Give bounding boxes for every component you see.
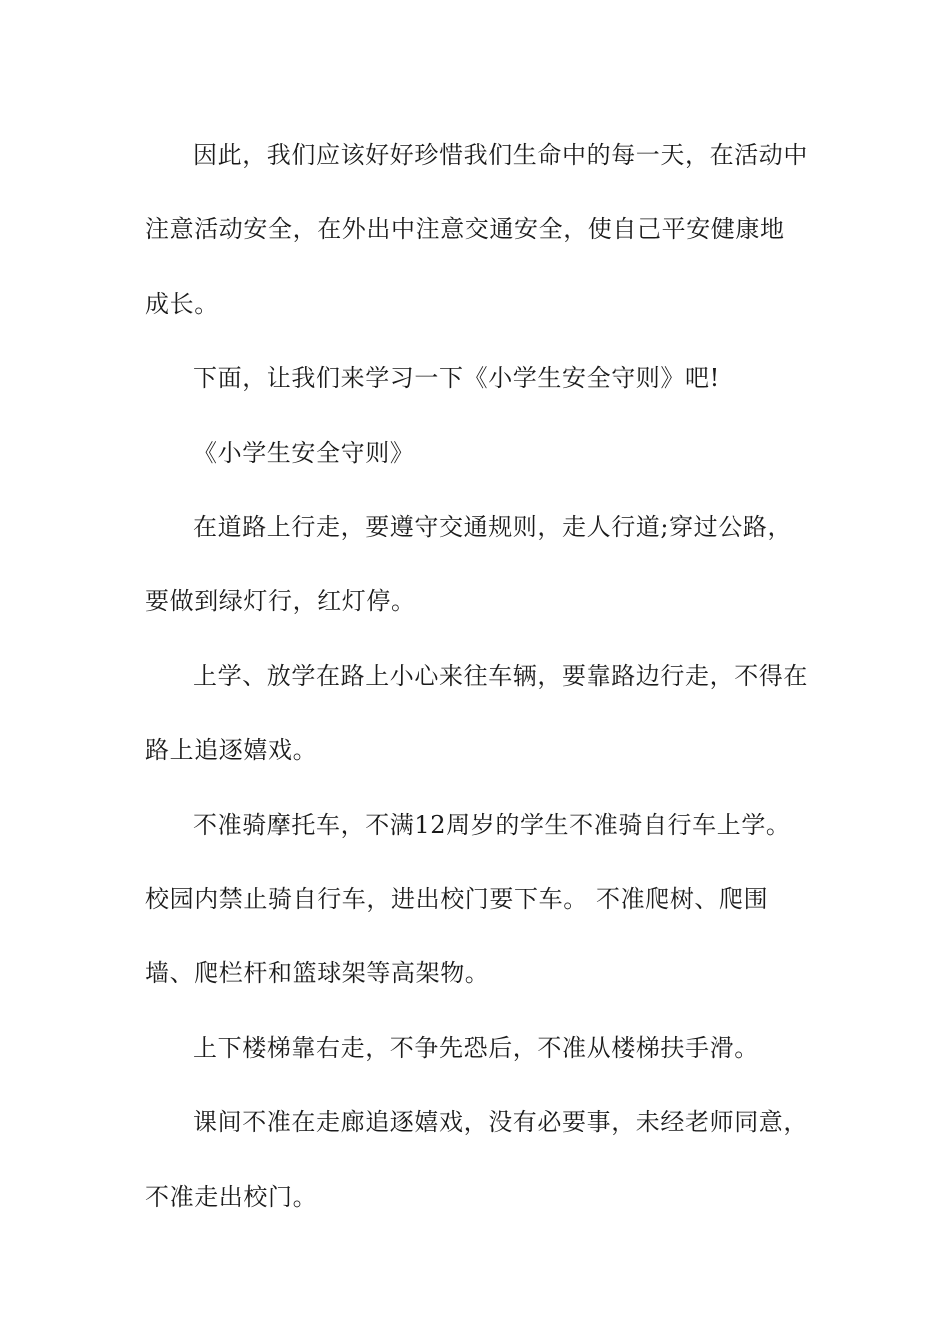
document-body bbox=[145, 118, 809, 1234]
paragraph: 不准骑摩托车，不满12周岁的学生不准骑自行车上学。校园内禁止骑自行车，进出校门要下车。 不准爬树、爬围墙、爬栏杆和篮球架等高架物。 bbox=[145, 810, 791, 988]
section-heading: 《小学生安全守则》 bbox=[193, 438, 415, 467]
paragraph: 上学、放学在路上小心来往车辆，要靠路边行走，不得在路上追逐嬉戏。 bbox=[145, 661, 808, 765]
paragraph: 课间不准在走廊追逐嬉戏，没有必要事，未经老师同意，不准走出校门。 bbox=[145, 1108, 808, 1211]
paragraph: 因此，我们应该好好珍惜我们生命中的每一天，在活动中注意活动安全，在外出中注意交通安全，使自己平安健康地成长。 bbox=[145, 141, 808, 318]
paragraph: 下面，让我们来学习一下《小学生安全守则》吧! bbox=[193, 364, 720, 393]
paragraph: 上下楼梯靠右走，不争先恐后，不准从楼梯扶手滑。 bbox=[193, 1033, 759, 1062]
paragraph: 在道路上行走，要遵守交通规则，走人行道;穿过公路，要做到绿灯行，红灯停。 bbox=[145, 513, 793, 616]
